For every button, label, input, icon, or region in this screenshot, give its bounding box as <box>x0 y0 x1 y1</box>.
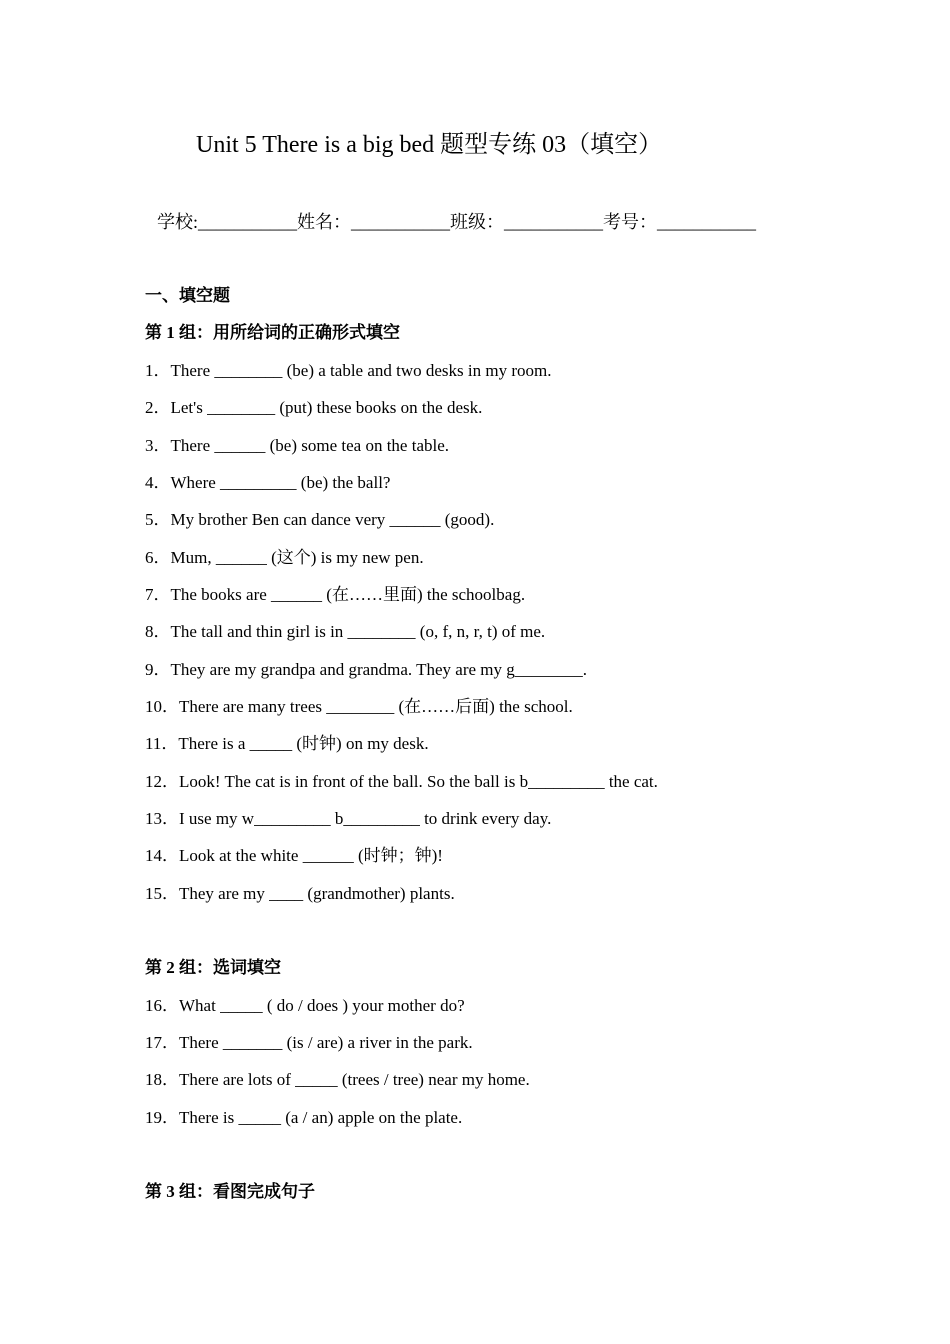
question-2: 2．Let's ________ (put) these books on the desk. <box>145 398 483 417</box>
question-12: 12．Look! The cat is in front of the ball. So the ball is b_________ the cat. <box>145 772 658 791</box>
question-13: 13．I use my w_________ b_________ to drink every day. <box>145 809 552 828</box>
question-19: 19．There is _____ (a / an) apple on the plate. <box>145 1108 463 1127</box>
page-title: Unit 5 There is a big bed 题型专练 03（填空） <box>196 132 663 158</box>
question-3: 3．There ______ (be) some tea on the table. <box>145 436 450 455</box>
question-18: 18．There are lots of _____ (trees / tree) near my home. <box>145 1070 530 1089</box>
question-16: 16．What _____ ( do / does ) your mother do? <box>145 996 465 1015</box>
group-1-heading: 第 1 组：用所给词的正确形式填空 <box>145 323 400 342</box>
question-17: 17．There _______ (is / are) a river in the park. <box>145 1033 473 1052</box>
group-2-heading: 第 2 组：选词填空 <box>145 958 281 977</box>
question-4: 4．Where _________ (be) the ball? <box>145 473 391 492</box>
student-info-line: 学校:___________姓名：___________班级：___________考号：___________ <box>157 212 756 232</box>
section-heading: 一、填空题 <box>145 286 230 305</box>
question-15: 15．They are my ____ (grandmother) plants. <box>145 884 455 903</box>
question-7: 7．The books are ______ (在……里面) the schoolbag. <box>145 585 526 604</box>
question-14: 14．Look at the white ______ (时钟；钟)! <box>145 846 443 865</box>
question-5: 5．My brother Ben can dance very ______ (good). <box>145 510 495 529</box>
question-10: 10．There are many trees ________ (在……后面) the school. <box>145 697 573 716</box>
question-9: 9．They are my grandpa and grandma. They are my g________. <box>145 660 588 679</box>
group-3-heading: 第 3 组：看图完成句子 <box>145 1182 315 1201</box>
question-8: 8．The tall and thin girl is in ________ (o, f, n, r, t) of me. <box>145 622 546 641</box>
question-11: 11．There is a _____ (时钟) on my desk. <box>145 734 429 753</box>
question-6: 6．Mum, ______ (这个) is my new pen. <box>145 548 424 567</box>
question-1: 1．There ________ (be) a table and two desks in my room. <box>145 361 552 380</box>
